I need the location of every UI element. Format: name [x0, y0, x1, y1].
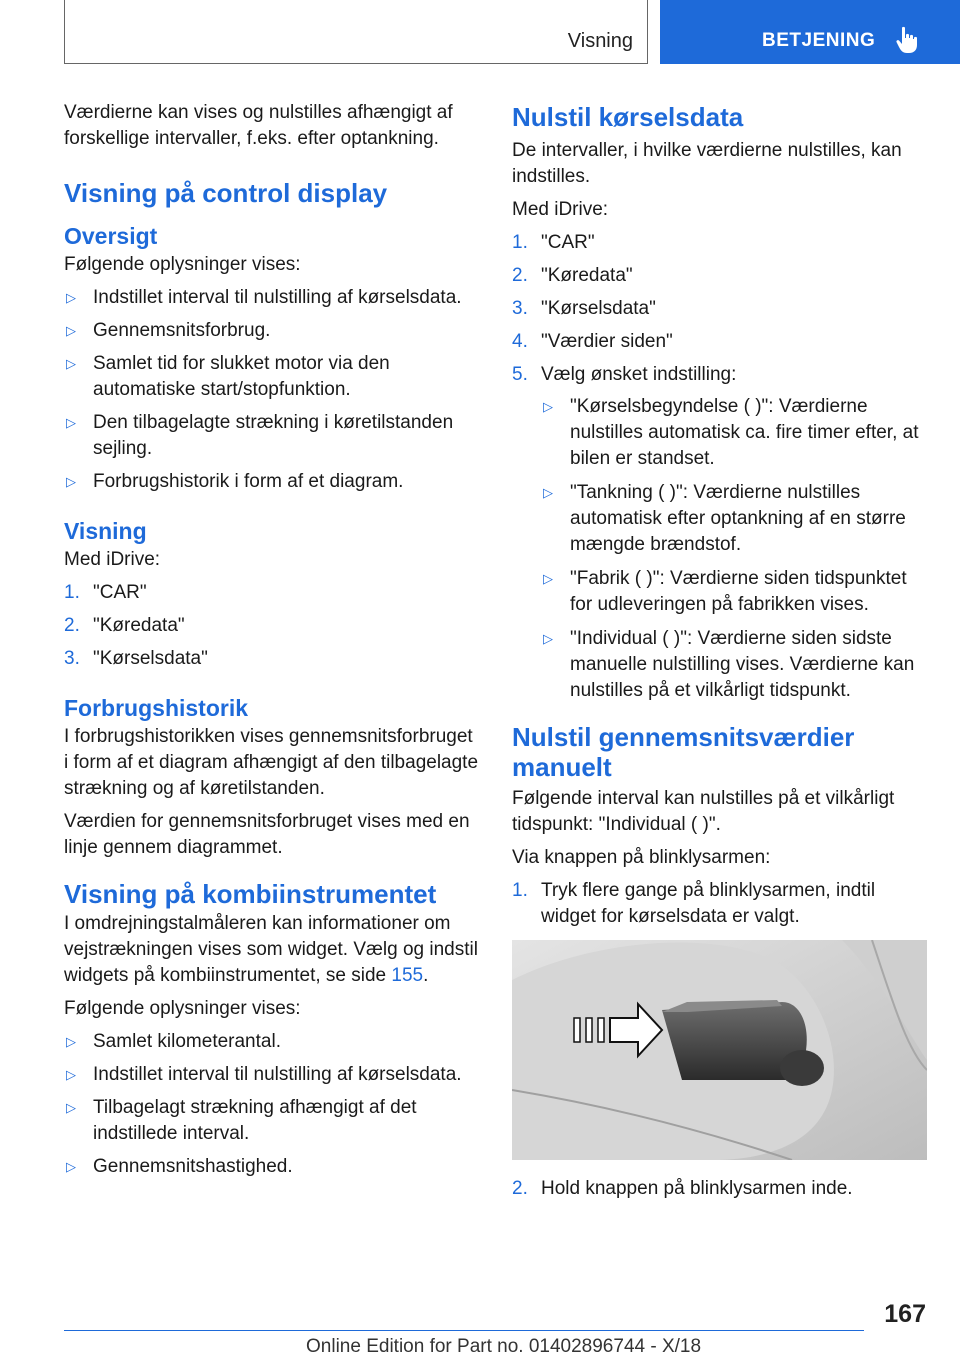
heading-nulstil-korselsdata: Nulstil kørselsdata	[512, 102, 744, 132]
list-item: ▷ Samlet tid for slukket motor via den automatiske start/stopfunktion.	[66, 353, 390, 400]
list-item: ▷ Indstillet interval til nulstilling af kørselsdata.	[64, 285, 482, 311]
list-item: 2. "Køredata"	[512, 265, 633, 286]
list-item: ▷ Gennemsnitshastighed.	[64, 1154, 482, 1180]
list-item: 1. "CAR"	[512, 232, 595, 253]
heading-oversigt: Oversigt	[64, 223, 158, 249]
footer-edition: Online Edition for Part no. 01402896744 - X/18	[306, 1336, 702, 1357]
triangle-bullet-icon: ▷	[66, 356, 76, 371]
footer-divider	[64, 1330, 864, 1331]
forbrug-text-2: Værdien for gennemsnitsforbruget vises med en linje gennem diagrammet.	[64, 811, 470, 858]
manuelt-steps-2	[512, 1176, 928, 1202]
visning-steps	[64, 580, 482, 672]
header-section-box	[64, 0, 648, 64]
triangle-bullet-icon: ▷	[66, 1034, 76, 1049]
list-item: 3. "Kørselsdata"	[512, 298, 656, 319]
turn-signal-lever-illustration	[512, 940, 927, 1160]
nulstil-text-2: Med iDrive:	[512, 199, 609, 220]
triangle-bullet-icon: ▷	[66, 1159, 76, 1174]
forbrug-text-1: I forbrugshistorikken vises gennemsnitsforbruget i form af et diagram afhængigt af den tilbagelagte strækning og af køretilstanden.	[64, 726, 479, 799]
manuelt-text-1: Følgende interval kan nulstilles på et vilkårligt tidspunkt: "Individual ( )".	[512, 788, 895, 835]
list-item: ▷ Forbrugshistorik i form af et diagram.	[64, 469, 482, 495]
heading-control-display: Visning på control display	[64, 178, 388, 208]
triangle-bullet-icon: ▷	[543, 571, 553, 586]
triangle-bullet-icon: ▷	[543, 631, 553, 646]
heading-nulstil-manuelt: Nulstil gennemsnitsværdier manuelt	[512, 722, 855, 782]
triangle-bullet-icon: ▷	[543, 485, 553, 500]
list-item: ▷ Tilbagelagt strækning afhængigt af det indstillede interval.	[66, 1097, 417, 1144]
list-item: 2. Hold knappen på blinklysarmen inde.	[512, 1178, 853, 1199]
kombi-text-2: Følgende oplysninger vises:	[64, 998, 301, 1019]
list-item: ▷ Indstillet interval til nulstilling af kørselsdata.	[64, 1062, 482, 1088]
header-chapter-tab[interactable]	[660, 0, 960, 64]
oversigt-list	[64, 285, 482, 495]
heading-kombiinstrument: Visning på kombiinstrumentet	[64, 879, 437, 909]
left-column	[64, 100, 482, 1188]
hand-pointer-icon	[896, 26, 920, 54]
kombi-text-1: I omdrejningstalmåleren kan informationer om vejstrækningen vises som widget. Vælg og indstil widgets på kombiinstrumentet, se side 155.	[64, 913, 478, 986]
triangle-bullet-icon: ▷	[66, 474, 76, 489]
triangle-bullet-icon: ▷	[66, 415, 76, 430]
header-chapter-title: BETJENING	[762, 30, 876, 51]
heading-visning: Visning	[64, 518, 147, 544]
list-item: ▷ "Individual ( )": Værdierne siden sidste manuelle nulstilling vises. Værdierne kan nulstilles på et vilkårligt tidspunkt.	[543, 628, 915, 701]
list-item: ▷ Samlet kilometerantal.	[64, 1029, 482, 1055]
triangle-bullet-icon: ▷	[66, 1100, 76, 1115]
visning-text: Med iDrive:	[64, 549, 161, 570]
list-item: 4. "Værdier siden"	[512, 331, 673, 352]
nulstil-steps	[512, 230, 928, 704]
nulstil-text-1: De intervaller, i hvilke værdierne nulstilles, kan indstilles.	[512, 140, 902, 187]
page-number: 167	[884, 1300, 926, 1328]
kombi-list	[64, 1029, 482, 1180]
list-item: ▷ "Tankning ( )": Værdierne nulstilles automatisk efter optankning af en større mængde brændstof.	[543, 482, 906, 555]
nulstil-options	[541, 394, 928, 704]
page-link-155[interactable]: 155	[391, 965, 424, 986]
list-item: 1. Tryk flere gange på blinklysarmen, indtil widget for kørselsdata er valgt.	[512, 880, 876, 927]
header-section-title: Visning	[567, 30, 633, 52]
manuelt-steps-1	[512, 878, 928, 930]
list-item: ▷ "Kørselsbegyndelse ( )": Værdierne nulstilles automatisk ca. fire timer efter, at bilen er standset.	[543, 396, 919, 469]
manuelt-text-2: Via knappen på blinklysarmen:	[512, 847, 771, 868]
list-item: ▷ Gennemsnitsforbrug.	[64, 318, 482, 344]
triangle-bullet-icon: ▷	[66, 290, 76, 305]
heading-forbrugshistorik: Forbrugshistorik	[64, 695, 249, 721]
list-item: 3. "Kørselsdata"	[64, 648, 208, 669]
intro-text: Værdierne kan vises og nulstilles afhængigt af forskellige intervaller, f.eks. efter optankning.	[64, 102, 453, 149]
triangle-bullet-icon: ▷	[66, 323, 76, 338]
list-item: 2. "Køredata"	[64, 615, 185, 636]
list-item: 1. "CAR"	[64, 582, 147, 603]
triangle-bullet-icon: ▷	[543, 399, 553, 414]
list-item: ▷ "Fabrik ( )": Værdierne siden tidspunktet for udleveringen på fabrikken vises.	[543, 568, 907, 615]
list-item: 5. Vælg ønsket indstilling: ▷ "Kørselsbegyndelse ( )": Værdierne nulstilles automatisk ca. fire timer efter, at bilen er standset. ▷ "Tankning ( )": Værdierne nulstilles automatisk efter optankning af en større mængde brændstof. ▷ "Fabrik ( )": Værdierne siden tidspunktet for udleveringen på fabrikken vises. ▷ "Individual ( )": Værdierne siden sidste manuelle nulstilling vises. Værdierne kan nulstilles på et vilkårligt tidspunkt.	[512, 362, 928, 704]
right-column	[512, 100, 928, 1210]
oversigt-text: Følgende oplysninger vises:	[64, 254, 301, 275]
list-item: ▷ Den tilbagelagte strækning i køretilstanden sejling.	[66, 412, 454, 459]
triangle-bullet-icon: ▷	[66, 1067, 76, 1082]
